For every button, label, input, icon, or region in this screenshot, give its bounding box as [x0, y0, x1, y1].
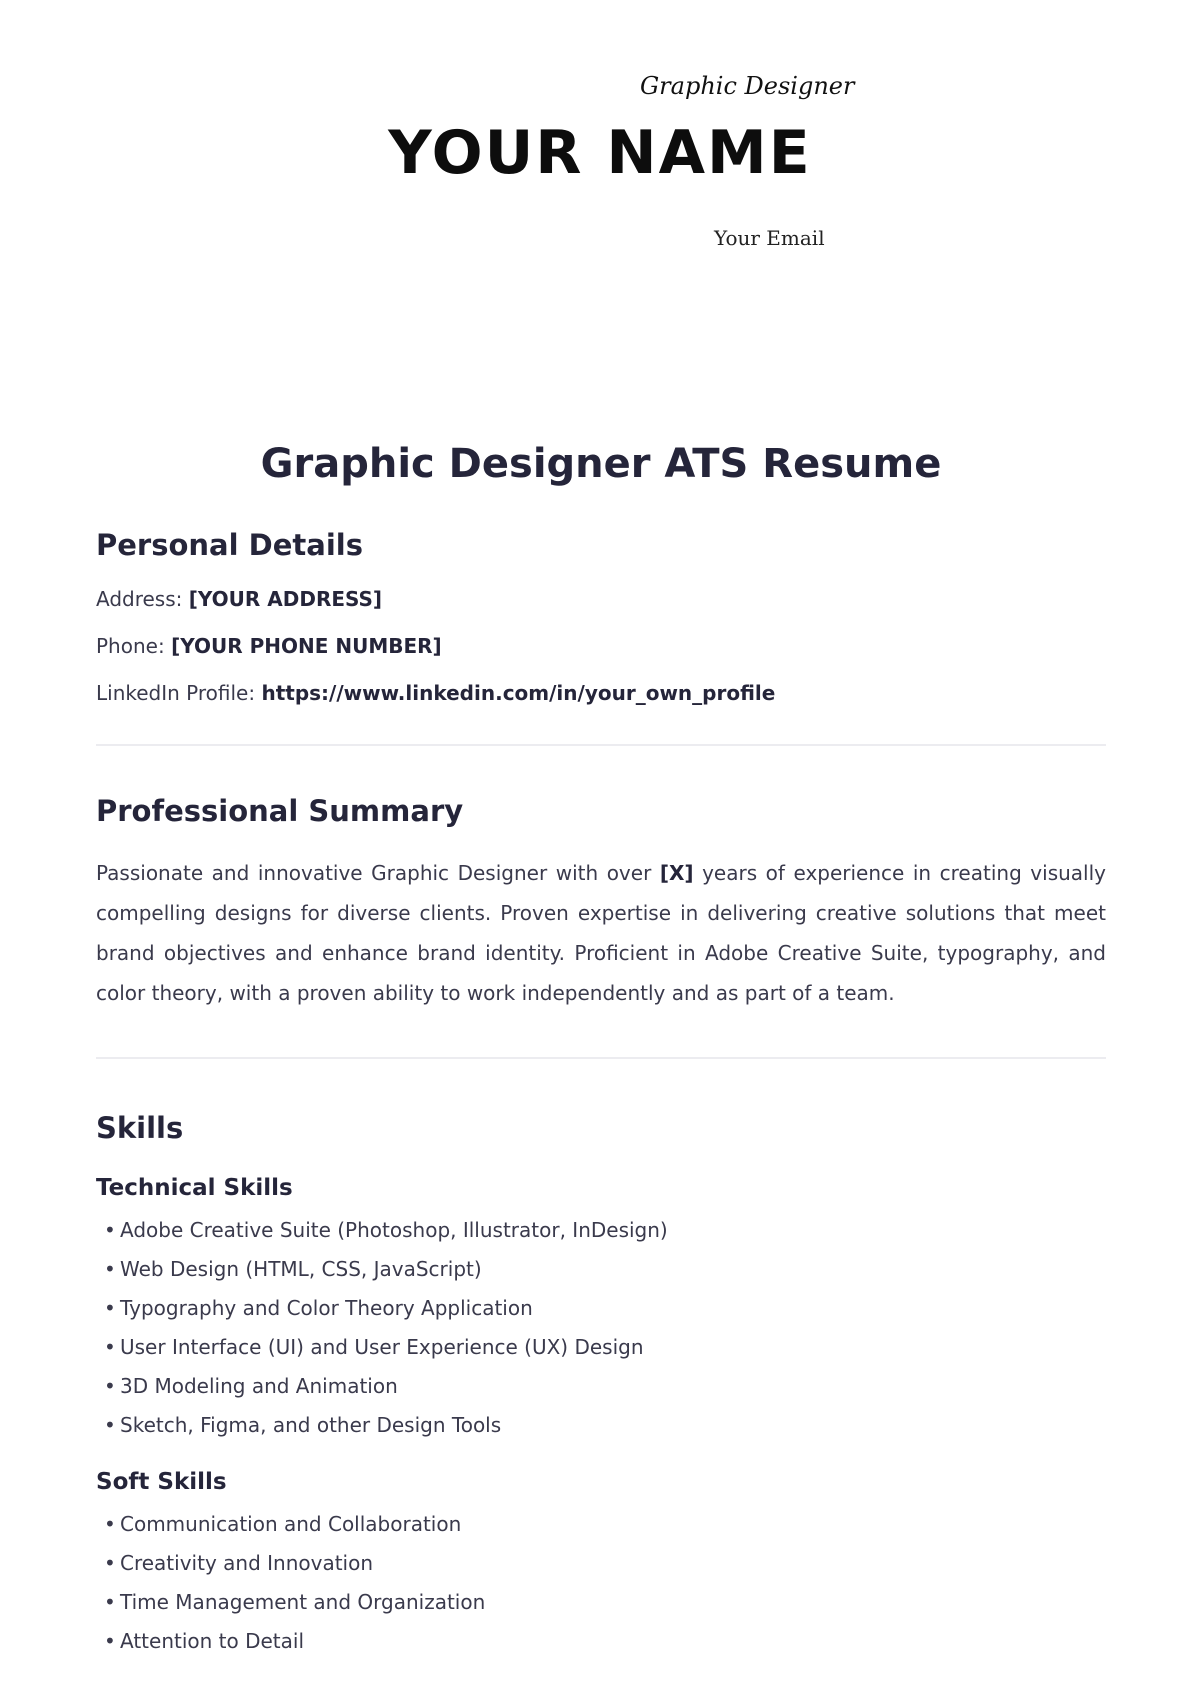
personal-details-heading: Personal Details [96, 528, 363, 562]
technical-skill-item-text: User Interface (UI) and User Experience (UX) Design [120, 1334, 644, 1359]
skills-heading: Skills [96, 1110, 184, 1145]
soft-skill-item-text: Communication and Collaboration [120, 1511, 462, 1536]
technical-skill-item-text: 3D Modeling and Animation [120, 1373, 398, 1398]
soft-skills-list [96, 1505, 1106, 1661]
summary-text-after: years of experience in creating visually compelling designs for diverse clients. Proven expertise in delivering creative solutions that meet brand objectives and enhance brand identity. Proficient in Adobe Creative Suite, typography, and color theory, with a proven ability to work independently and as part of a team. [96, 860, 1106, 1005]
technical-skill-item [104, 1250, 1106, 1289]
bullet-marker: • [104, 1256, 116, 1281]
technical-skill-item [104, 1406, 1106, 1445]
soft-skill-item-text: Time Management and Organization [120, 1589, 486, 1614]
phone-value: [YOUR PHONE NUMBER] [171, 633, 442, 658]
skills-section [96, 1111, 1106, 1661]
soft-skill-item-text: Attention to Detail [120, 1628, 305, 1653]
phone-label: Phone: [96, 633, 165, 658]
linkedin-label: LinkedIn Profile: [96, 680, 256, 705]
summary-paragraph [96, 853, 1106, 1013]
bullet-marker: • [104, 1334, 116, 1359]
linkedin-value: https://www.linkedin.com/in/your_own_profile [261, 680, 776, 705]
technical-skill-item [104, 1328, 1106, 1367]
technical-skill-item [104, 1211, 1106, 1250]
address-value: [YOUR ADDRESS] [188, 586, 383, 611]
soft-skill-item [104, 1544, 1106, 1583]
address-label: Address: [96, 586, 183, 611]
document-title: Graphic Designer ATS Resume [260, 441, 942, 487]
technical-skill-item-text: Typography and Color Theory Application [120, 1295, 533, 1320]
name-heading: YOUR NAME [388, 118, 812, 188]
technical-skill-item [104, 1367, 1106, 1406]
technical-skill-item-text: Adobe Creative Suite (Photoshop, Illustrator, InDesign) [120, 1217, 668, 1242]
role-title: Graphic Designer [640, 72, 855, 100]
section-divider [96, 744, 1106, 746]
bullet-marker: • [104, 1412, 116, 1437]
years-placeholder: [X] [659, 860, 694, 885]
section-divider [96, 1057, 1106, 1059]
email-text: Your Email [714, 226, 825, 250]
technical-skills-heading: Technical Skills [96, 1175, 293, 1202]
professional-summary-heading: Professional Summary [96, 793, 464, 828]
technical-skill-item [104, 1289, 1106, 1328]
phone-line [96, 634, 1106, 659]
soft-skill-item-text: Creativity and Innovation [120, 1550, 374, 1575]
bullet-marker: • [104, 1550, 116, 1575]
address-line [96, 587, 1106, 612]
soft-skills-heading: Soft Skills [96, 1468, 227, 1495]
soft-skill-item [104, 1505, 1106, 1544]
bullet-marker: • [104, 1373, 116, 1398]
bullet-marker: • [104, 1295, 116, 1320]
professional-summary-section [96, 794, 1106, 1013]
soft-skill-item [104, 1622, 1106, 1661]
bullet-marker: • [104, 1628, 116, 1653]
personal-details-section [96, 528, 1106, 706]
bullet-marker: • [104, 1217, 116, 1242]
summary-text-before: Passionate and innovative Graphic Designer with over [96, 860, 660, 885]
soft-skill-item [104, 1583, 1106, 1622]
technical-skill-item-text: Web Design (HTML, CSS, JavaScript) [120, 1256, 482, 1281]
technical-skills-list [96, 1211, 1106, 1445]
linkedin-line [96, 681, 1106, 706]
bullet-marker: • [104, 1589, 116, 1614]
resume-content [96, 440, 1106, 1685]
technical-skill-item-text: Sketch, Figma, and other Design Tools [120, 1412, 502, 1437]
bullet-marker: • [104, 1511, 116, 1536]
